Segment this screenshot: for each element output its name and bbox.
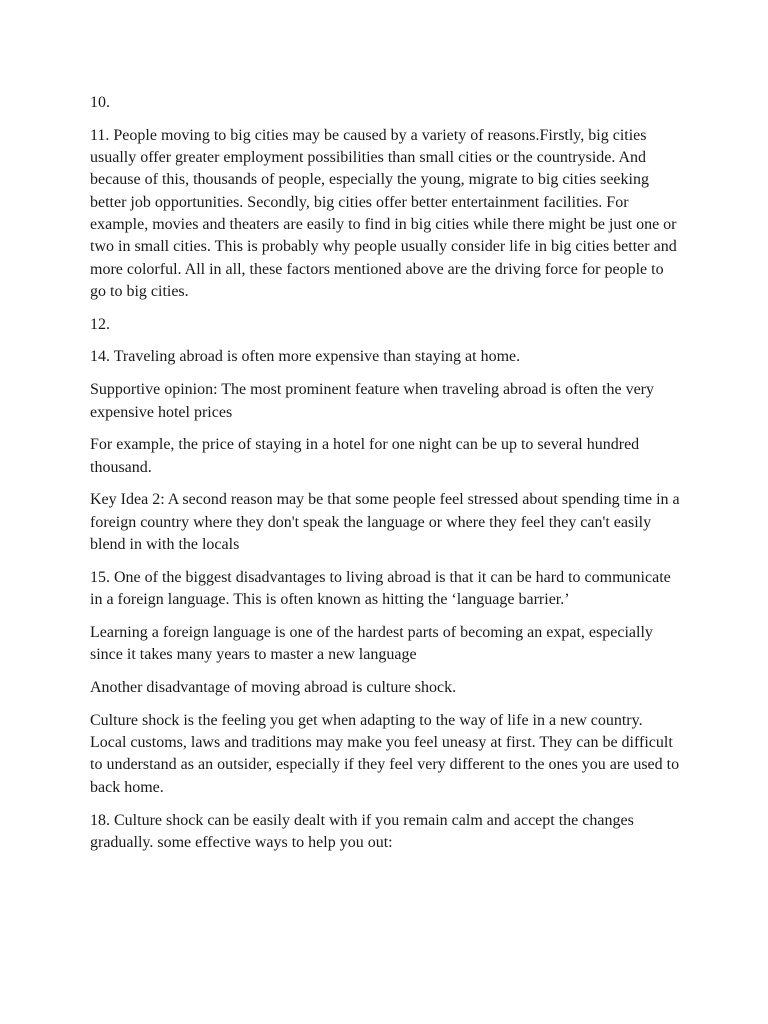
paragraph-14: 14. Traveling abroad is often more expensive than staying at home.: [90, 348, 521, 366]
paragraph-10: 10.: [90, 94, 110, 111]
paragraph-12: 12.: [90, 315, 110, 333]
paragraph-supportive-opinion: Supportive opinion: The most prominent feature when traveling abroad is often the very expensive hotel prices: [90, 381, 655, 421]
paragraph-11: 11. People moving to big cities may be caused by a variety of reasons.Firstly, big cities usually offer greater employment possibilities than small cities or the countryside. And because of this, thousands of people, especially the young, migrate to big cities seeking better job opportunities. Secondly, big cities offer better entertainment facilities. For example, movies and theaters are easily to find in big cities while there might be just one or two in small cities. This is probably why people usually consider life in big cities better and more colorful. All in all, these factors mentioned above are the driving force for people to go to big cities.: [90, 126, 677, 300]
paragraph-18: 18. Culture shock can be easily dealt with if you remain calm and accept the changes gradually. some effective ways to help you out:: [90, 811, 634, 851]
paragraph-culture-shock-intro: Another disadvantage of moving abroad is culture shock.: [90, 679, 457, 697]
paragraph-learning-language: Learning a foreign language is one of the hardest parts of becoming an expat, especially since it takes many years to master a new language: [90, 623, 653, 664]
paragraph-example: For example, the price of staying in a hotel for one night can be up to several hundred thousand.: [90, 436, 640, 476]
paragraph-key-idea-2: Key Idea 2: A second reason may be that some people feel stressed about spending time in a foreign country where they don't speak the language or where they feel they can't easily blend in with the locals: [90, 491, 680, 554]
document-page: [90, 92, 680, 865]
paragraph-culture-shock-definition: Culture shock is the feeling you get when adapting to the way of life in a new country. Local customs, laws and traditions may make you feel uneasy at first. They can be difficult to understand as an outsider, especially if they feel very different to the ones you are used to back home.: [90, 711, 680, 796]
paragraph-15: 15. One of the biggest disadvantages to living abroad is that it can be hard to communicate in a foreign language. This is often known as hitting the ‘language barrier.’: [90, 568, 671, 609]
